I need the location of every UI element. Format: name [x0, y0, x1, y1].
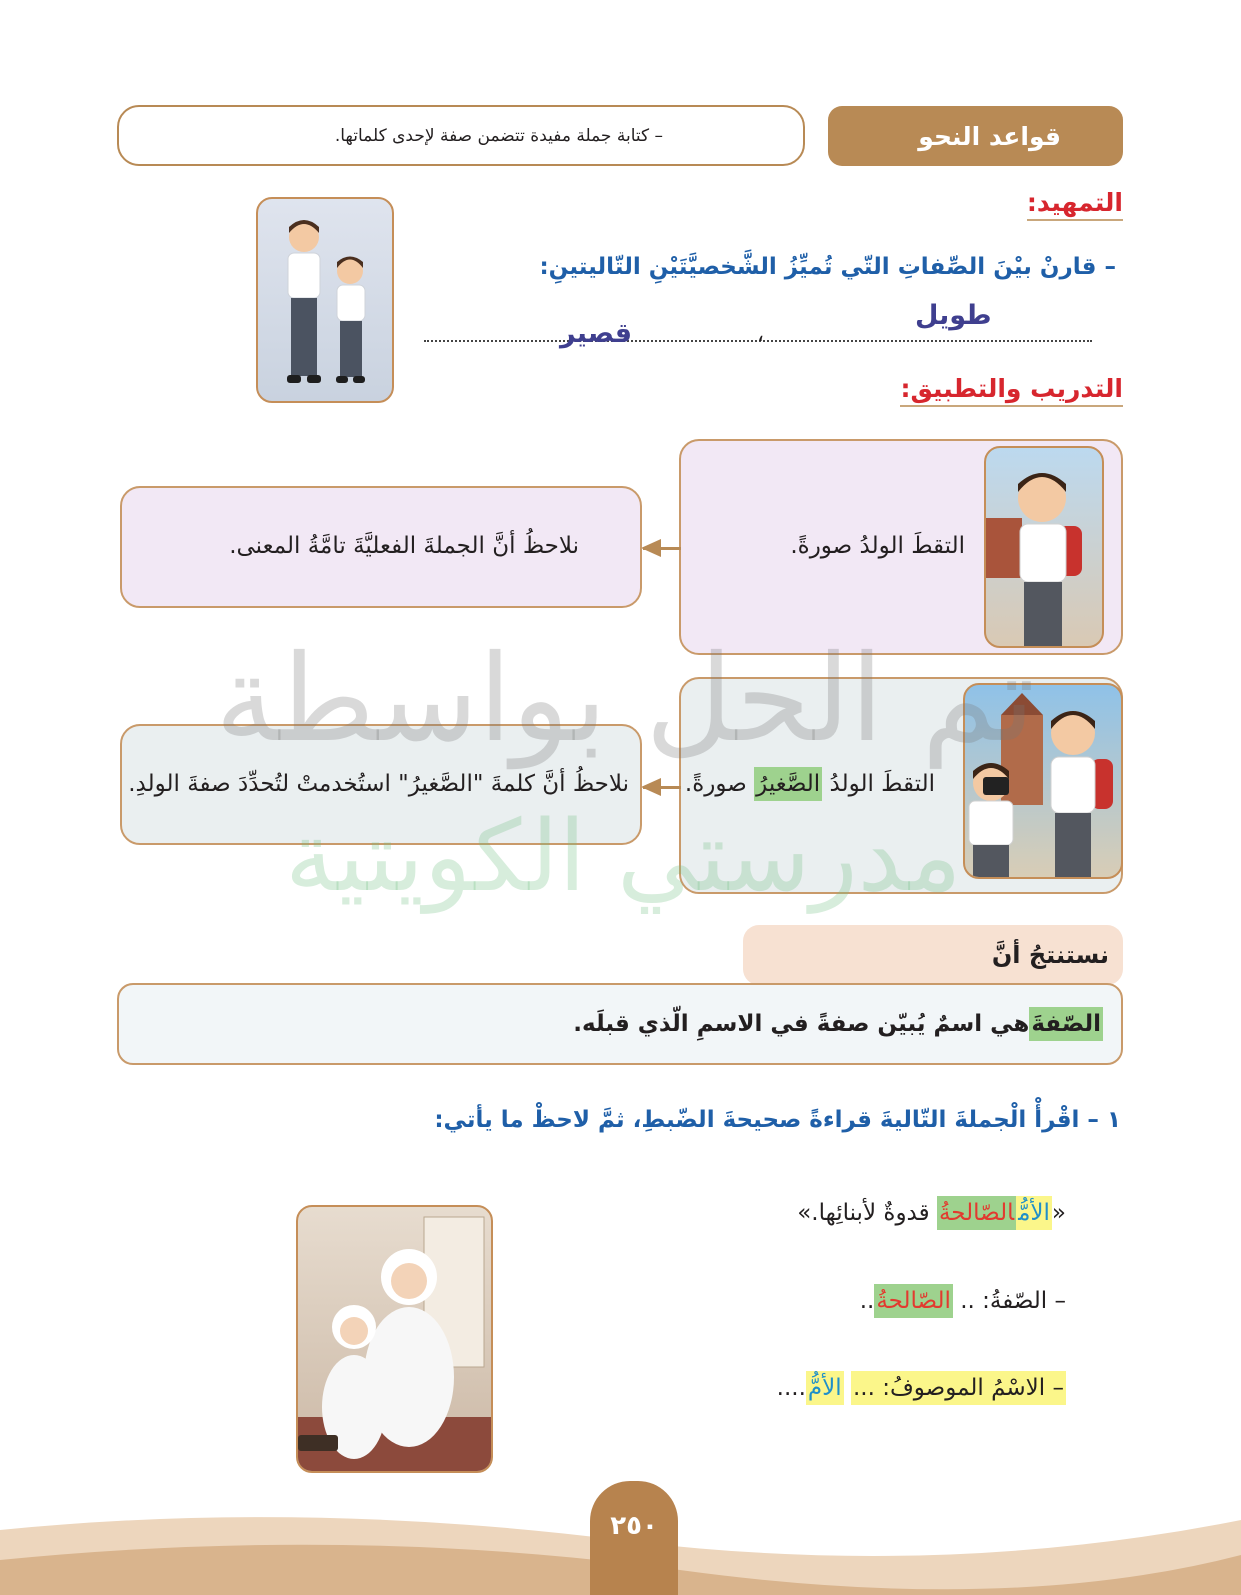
intro-heading: التمهيد: [1027, 188, 1123, 221]
rule-box [117, 983, 1123, 1065]
practice-heading: التدريب والتطبيق: [900, 374, 1123, 407]
arrow-icon [643, 547, 681, 550]
quote-open: « [1051, 1200, 1066, 1226]
section-title: قواعد النحو [918, 121, 1061, 151]
sentence-adjective: الصّالحةُ [937, 1196, 1016, 1230]
arrow-icon [643, 786, 681, 789]
two-boys-image [256, 197, 394, 403]
page-number-tab [590, 1481, 678, 1595]
exercise-instruction-text: – اقْرأْ الْجملةَ التّاليةَ قراءةً صحيحةَ الضّبطِ، ثمَّ لاحظْ ما يأتي: [434, 1107, 1099, 1133]
sentence-noun: الأمُّ [1016, 1196, 1052, 1230]
intro-question: – قارنْ بيْنَ الصِّفاتِ التّي تُميِّزُ الشَّخصيَّتَيْنِ التّاليتينِ: [539, 254, 1116, 280]
example-2-sentence [685, 771, 935, 797]
exercise-instruction [434, 1107, 1121, 1133]
answer-short: قصير [560, 318, 633, 349]
watermark-line-2: مدرستي الكويتية [285, 800, 962, 914]
watermark-line-1: تم الحل بواسطة [215, 630, 1035, 769]
section-title-tab [828, 106, 1123, 166]
example-2-note: نلاحظُ أنَّ كلمةَ "الصَّغيرُ" استُخدمتْ لتُحدِّدَ صفةَ الولدِ. [128, 771, 629, 797]
objective-text: – كتابة جملة مفيدة تتضمن صفة لإحدى كلماتها. [334, 125, 663, 146]
rule-highlight: الصّفةَ [1029, 1007, 1103, 1041]
noun-line [777, 1375, 1066, 1401]
noun-answer: الأمُّ [806, 1371, 844, 1405]
boy-taking-photo-image [963, 683, 1123, 879]
noun-label: – الاسْمُ الموصوفُ: ... [851, 1371, 1066, 1405]
adjective-label: – الصّفةُ: .. [960, 1288, 1066, 1314]
boys-photo-illustration [963, 685, 1121, 879]
page-number: ٢٥٠ [610, 1511, 658, 1541]
adjective-trail: .. [859, 1288, 875, 1314]
adjective-line [860, 1288, 1066, 1314]
example-2-sentence-after: صورةً. [684, 771, 755, 797]
boy-illustration [984, 448, 1102, 648]
rule-text: هي اسمٌ يُبيّن صفةً في الاسمِ الّذي قبلَه. [573, 1011, 1030, 1037]
answer-tall: طويل [915, 300, 992, 331]
praying-mother-daughter-image [296, 1205, 493, 1473]
example-2-sentence-before: التقطَ الولدُ [822, 771, 935, 797]
conclusion-title: نستنتجُ أنَّ [991, 941, 1109, 969]
two-boys-illustration [256, 199, 392, 403]
objective-box [117, 105, 805, 166]
adjective-answer: الصّالحةُ [874, 1284, 953, 1318]
conclusion-tab [743, 925, 1123, 985]
sentence-rest: قدوةٌ لأبنائِها.» [797, 1200, 937, 1226]
praying-illustration [296, 1207, 491, 1473]
boy-with-backpack-image [984, 446, 1104, 648]
answer-separator: ، [757, 322, 765, 347]
exercise-sentence [797, 1200, 1066, 1226]
example-1-note: نلاحظُ أنَّ الجملةَ الفعليَّةَ تامَّةُ المعنى. [229, 533, 579, 559]
exercise-number: ١ [1106, 1107, 1121, 1133]
noun-trail: .... [776, 1375, 806, 1401]
example-2-highlight: الصَّغيرُ [754, 767, 822, 801]
example-1-sentence: التقطَ الولدُ صورةً. [790, 533, 965, 559]
